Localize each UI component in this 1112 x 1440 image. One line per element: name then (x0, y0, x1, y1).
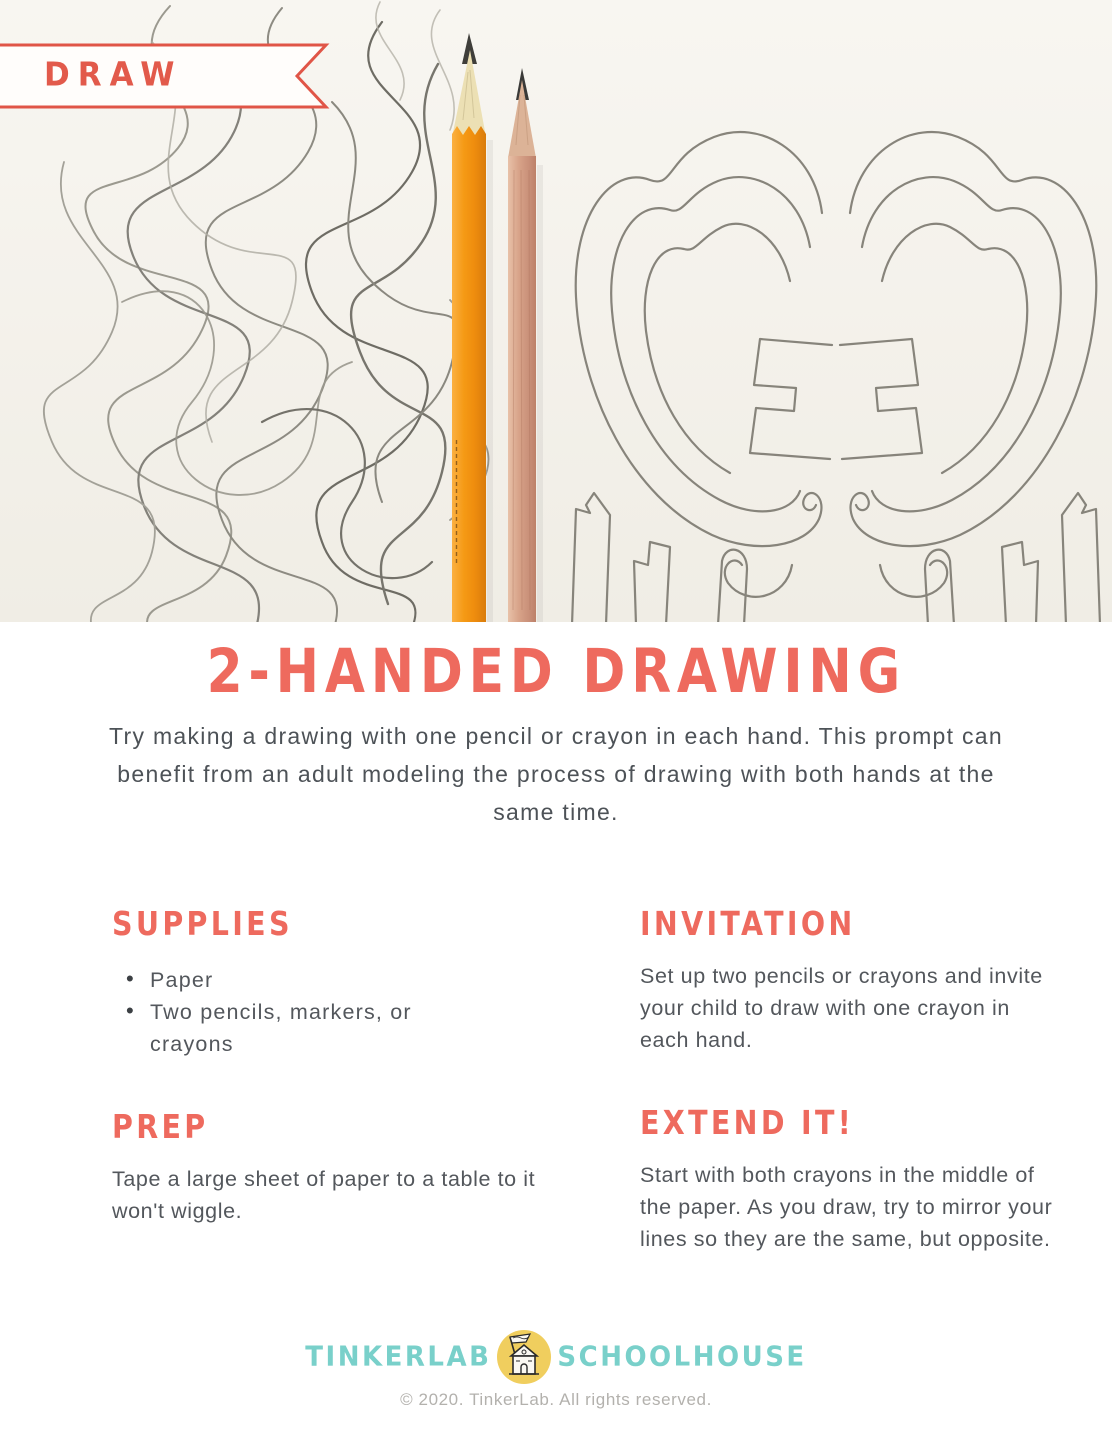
content-columns (0, 907, 1112, 1305)
header-photo (0, 0, 1112, 622)
prep-text: Tape a large sheet of paper to a table to it won't wiggle. (112, 1167, 536, 1223)
list-item: • Two pencils, markers, or crayons (112, 996, 472, 1060)
invitation-heading: INVITATION (640, 905, 856, 944)
extend-it-text: Start with both crayons in the middle of the paper. As you draw, try to mirror your lines so they are the same, but opposite. (640, 1163, 1053, 1251)
extend-it-heading: EXTEND IT! (640, 1104, 855, 1143)
brand-word-schoolhouse: SCHOOLHOUSE (557, 1341, 807, 1373)
copyright-text: © 2020. TinkerLab. All rights reserved. (400, 1390, 712, 1409)
headline-block (0, 636, 1112, 831)
supplies-heading: SUPPLIES (112, 905, 293, 944)
invitation-text: Set up two pencils or crayons and invite your child to draw with one crayon in each hand. (640, 964, 1043, 1052)
supplies-list (112, 964, 572, 1060)
pencil-natural (508, 68, 536, 622)
section-invitation (640, 907, 1060, 1056)
brand-word-tinkerlab: TINKERLAB (305, 1341, 492, 1373)
footer (0, 1330, 1112, 1410)
section-prep (112, 1110, 572, 1227)
section-supplies (112, 907, 572, 1060)
intro-text: Try making a drawing with one pencil or crayon in each hand. This prompt can benefit from an adult modeling the process of drawing with both hands at the same time. (109, 723, 1003, 825)
section-extend-it (640, 1106, 1060, 1255)
brand-logo-row (0, 1330, 1112, 1384)
page-title: 2-HANDED DRAWING (206, 636, 906, 707)
schoolhouse-icon (497, 1330, 551, 1384)
prep-heading: PREP (112, 1108, 209, 1147)
pencil-shadow (487, 140, 493, 622)
pencil-shadow (537, 165, 543, 622)
right-column (640, 907, 1060, 1305)
left-column (112, 907, 572, 1305)
draw-ribbon (0, 42, 334, 110)
pencil-yellow (452, 33, 486, 622)
ribbon-label: DRAW (44, 55, 183, 95)
list-item: • Paper (112, 964, 472, 996)
